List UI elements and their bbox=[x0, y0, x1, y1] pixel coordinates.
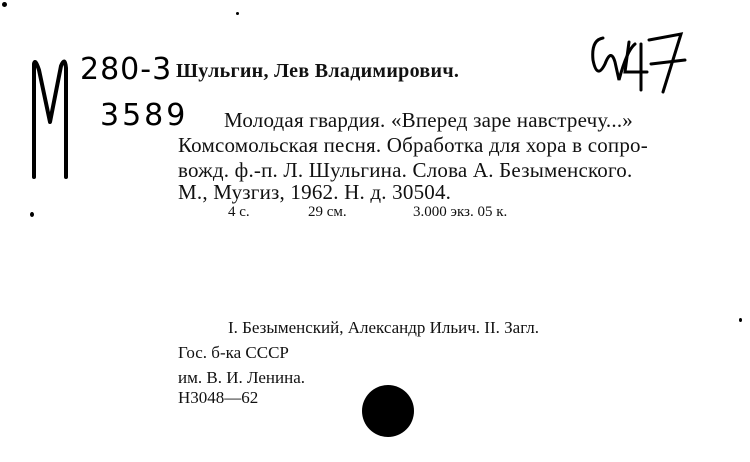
handwritten-code: 280-3 bbox=[80, 52, 173, 87]
collation-pages: 4 с. bbox=[228, 204, 250, 220]
description-line-2: Комсомольская песня. Обработка для хора в сопро- bbox=[178, 133, 648, 157]
library-line-3: Н3048—62 bbox=[178, 388, 259, 407]
ink-speck bbox=[236, 12, 239, 15]
description-line-1: Молодая гвардия. «Вперед заре навстречу...» bbox=[224, 108, 633, 132]
ink-speck bbox=[739, 318, 742, 322]
description-line-4: М., Музгиз, 1962. Н. д. 30504. bbox=[178, 180, 452, 204]
library-line-1: Гос. б-ка СССР bbox=[178, 343, 289, 362]
collation-copies: 3.000 экз. 05 к. bbox=[413, 204, 508, 220]
library-line-2: им. В. И. Ленина. bbox=[178, 368, 306, 387]
tracings-line: I. Безыменский, Александр Ильич. II. Загл. bbox=[228, 318, 540, 337]
handwritten-corner-mark bbox=[585, 20, 695, 110]
description-line-3: вожд. ф.-п. Л. Шульгина. Слова А. Безыменского. bbox=[178, 158, 633, 182]
ink-speck bbox=[30, 212, 34, 217]
author-heading: Шульгин, Лев Владимирович. bbox=[176, 60, 460, 82]
handwritten-number: 3589 bbox=[100, 98, 189, 133]
collation-size: 29 см. bbox=[308, 204, 347, 220]
ink-speck bbox=[2, 2, 7, 7]
punch-hole bbox=[362, 385, 414, 437]
handwritten-shelf-mark bbox=[28, 52, 72, 182]
